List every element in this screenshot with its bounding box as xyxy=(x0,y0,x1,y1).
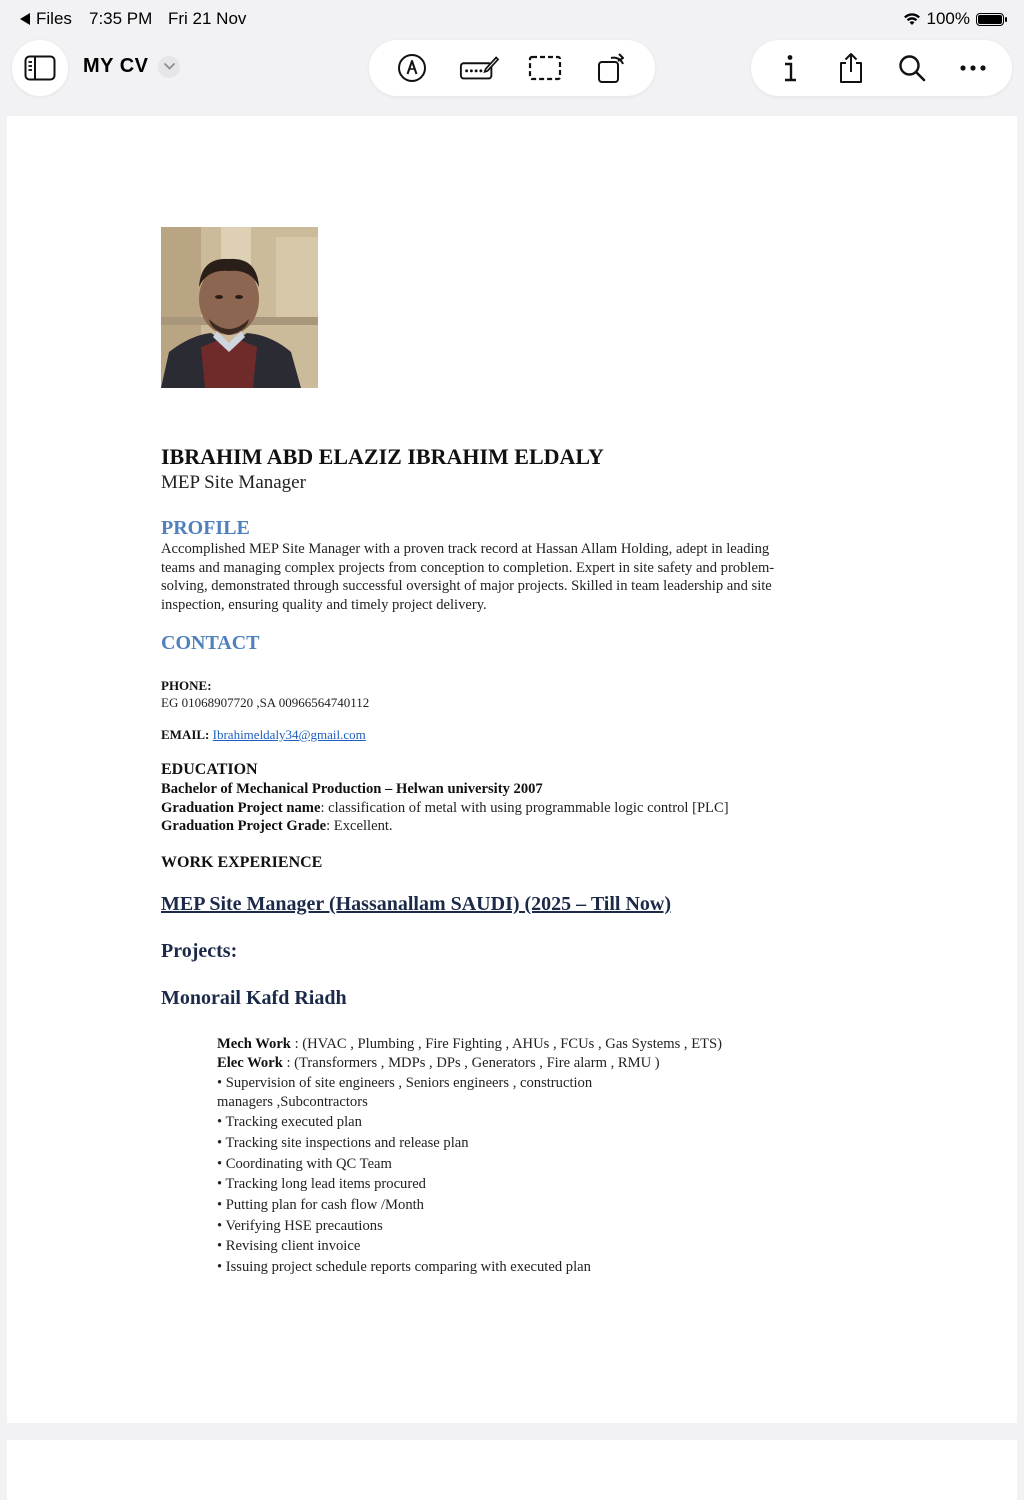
mech-work-label: Mech Work xyxy=(217,1036,291,1052)
list-item: • Tracking executed plan xyxy=(217,1114,362,1131)
markup-button[interactable] xyxy=(392,48,432,88)
profile-line: solving, demonstrated through successful oversight of major projects. Skilled in team leadership and site xyxy=(161,578,772,594)
list-item: • Tracking long lead items procured xyxy=(217,1176,426,1193)
search-button[interactable] xyxy=(892,48,932,88)
sidebar-toggle-icon xyxy=(24,55,56,81)
info-button[interactable] xyxy=(770,48,810,88)
back-to-files-link[interactable] xyxy=(20,9,72,29)
share-button[interactable] xyxy=(831,48,871,88)
grad-project-name-value: : classification of metal with using programmable logic control [PLC] xyxy=(320,799,729,816)
profile-line: teams and managing complex projects from conception to completion. Expert in site safety and problem- xyxy=(161,559,775,576)
sidebar-toggle-button[interactable] xyxy=(12,40,68,96)
form-fill-button[interactable] xyxy=(459,48,499,88)
grad-project-grade-label: Graduation Project Grade xyxy=(161,818,327,834)
email-label: EMAIL: xyxy=(161,727,210,742)
markup-pen-icon xyxy=(397,53,427,83)
list-item: • Coordinating with QC Team xyxy=(217,1155,392,1172)
document-title: MY CV xyxy=(83,55,149,77)
elec-work-label: Elec Work xyxy=(217,1054,283,1071)
project-name: Monorail Kafd Riadh xyxy=(161,987,347,1009)
cv-name: IBRAHIM ABD ELAZIZ IBRAHIM ELDALY xyxy=(161,444,604,469)
cv-role: MEP Site Manager xyxy=(161,472,306,493)
profile-photo xyxy=(161,227,318,388)
work-experience-heading: WORK EXPERIENCE xyxy=(161,854,323,871)
status-right xyxy=(903,9,1004,29)
phone-value: EG 01068907720 ,SA 00966564740112 xyxy=(161,695,370,710)
education-details xyxy=(161,780,729,836)
actions-toolbar xyxy=(751,40,1012,96)
battery-icon xyxy=(976,13,1004,26)
document-page-next[interactable] xyxy=(7,1440,1017,1500)
email-link[interactable]: Ibrahimeldaly34@gmail.com xyxy=(212,727,366,742)
share-icon xyxy=(837,52,865,84)
phone-label: PHONE: xyxy=(161,678,212,693)
profile-text xyxy=(161,540,861,614)
wifi-icon xyxy=(903,12,921,26)
more-button[interactable] xyxy=(953,48,993,88)
elec-work-value: : (Transformers , MDPs , DPs , Generators , Fire alarm , RMU ) xyxy=(282,1054,660,1071)
list-item: • Putting plan for cash flow /Month xyxy=(217,1196,424,1213)
profile-line: Accomplished MEP Site Manager with a proven track record at Hassan Allam Holding, adept in leading xyxy=(161,541,770,557)
selection-icon xyxy=(528,55,562,81)
email-row xyxy=(161,727,366,743)
status-bar xyxy=(0,0,1024,40)
chevron-down-icon[interactable] xyxy=(158,56,180,78)
education-degree: Bachelor of Mechanical Production – Helwan university 2007 xyxy=(161,781,543,797)
rotate-icon xyxy=(597,52,627,84)
rotate-button[interactable] xyxy=(592,48,632,88)
list-item: • Supervision of site engineers , Seniors engineers , construction managers ,Subcontractors xyxy=(217,1075,593,1110)
grad-project-name-label: Graduation Project name xyxy=(161,799,321,816)
education-heading: EDUCATION xyxy=(161,761,258,778)
markup-toolbar xyxy=(369,40,655,96)
selection-button[interactable] xyxy=(525,48,565,88)
info-icon xyxy=(780,53,800,83)
grad-project-grade-value: : Excellent. xyxy=(326,818,393,834)
more-icon xyxy=(959,64,987,72)
back-label: Files xyxy=(36,9,72,28)
profile-line: inspection, ensuring quality and timely project delivery. xyxy=(161,596,487,613)
list-item: • Tracking site inspections and release plan xyxy=(217,1134,469,1151)
search-icon xyxy=(898,54,926,82)
back-arrow-icon xyxy=(20,13,30,25)
battery-percent: 100% xyxy=(926,9,970,28)
list-item: • Revising client invoice xyxy=(217,1238,361,1255)
mech-work-value: : (HVAC , Plumbing , Fire Fighting , AHUs , FCUs , Gas Systems , ETS) xyxy=(290,1036,723,1052)
keyboard-pen-icon xyxy=(459,53,499,83)
clock-time: 7:35 PM xyxy=(89,9,153,28)
job-title: MEP Site Manager (Hassanallam SAUDI) (2025 – Till Now) xyxy=(161,893,672,915)
projects-heading: Projects: xyxy=(161,940,238,962)
clock-date: Fri 21 Nov xyxy=(168,9,247,28)
profile-heading: PROFILE xyxy=(161,517,250,539)
list-item: • Issuing project schedule reports comparing with executed plan xyxy=(217,1259,591,1275)
document-title-menu[interactable] xyxy=(83,55,180,78)
responsibilities-list xyxy=(217,1074,637,1279)
work-scope xyxy=(217,1035,722,1072)
list-item: • Verifying HSE precautions xyxy=(217,1217,383,1234)
contact-heading: CONTACT xyxy=(161,632,260,654)
